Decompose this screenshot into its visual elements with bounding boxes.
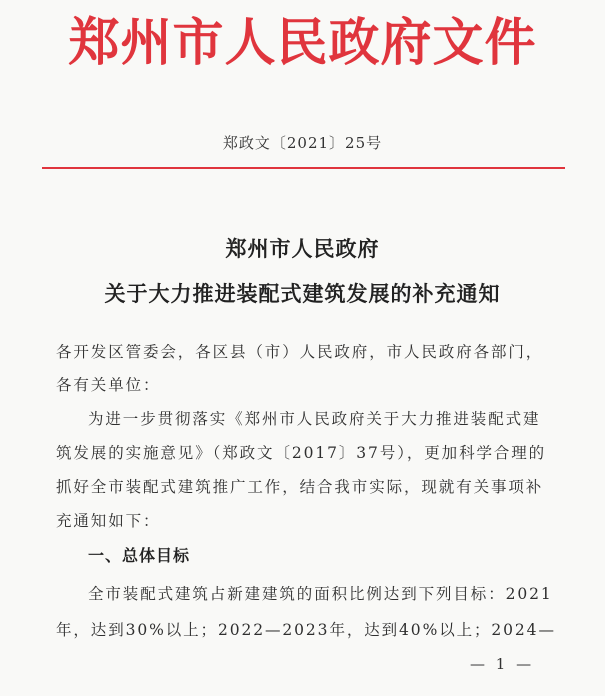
section-heading-overall-goals: 一、总体目标	[88, 546, 191, 565]
section-1-line-1: 全市装配式建筑占新建建筑的面积比例达到下列目标：2021	[88, 585, 553, 603]
section-1-line-2: 年，达到30%以上；2022—2023年，达到40%以上；2024—	[56, 621, 556, 639]
notice-title-line-2: 关于大力推进装配式建筑发展的补充通知	[104, 281, 501, 306]
notice-title-line-1: 郑州市人民政府	[225, 236, 380, 261]
masthead-title: 郑州市人民政府文件	[68, 13, 537, 73]
red-divider-line	[42, 167, 565, 169]
body-line-5: 抓好全市装配式建筑推广工作，结合我市实际，现就有关事项补	[56, 478, 544, 496]
body-line-1: 各开发区管委会，各区县（市）人民政府，市人民政府各部门，	[56, 343, 544, 361]
body-line-4: 筑发展的实施意见》（郑政文〔2017〕37号），更加科学合理的	[56, 444, 547, 462]
body-line-6: 充通知如下：	[56, 512, 161, 530]
document-number: 郑政文〔2021〕25号	[222, 134, 383, 152]
page-number: — 1 —	[470, 655, 535, 673]
body-line-3: 为进一步贯彻落实《郑州市人民政府关于大力推进装配式建	[88, 410, 541, 428]
body-line-2: 各有关单位：	[56, 376, 161, 394]
